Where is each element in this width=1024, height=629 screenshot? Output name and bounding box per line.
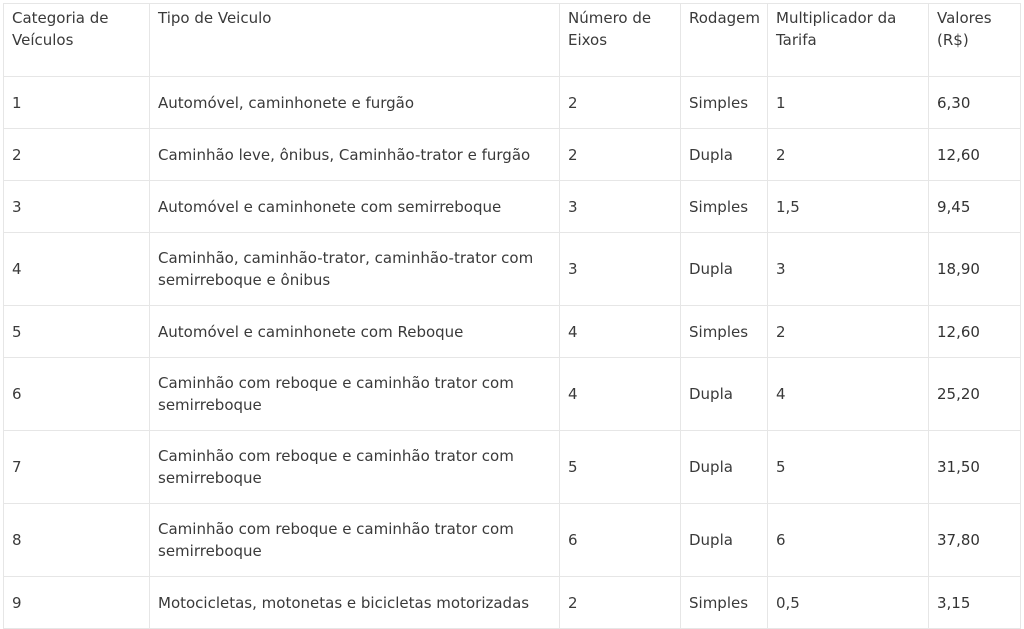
cell-rodagem: Simples	[681, 181, 768, 233]
cell-eixos: 4	[560, 306, 681, 358]
cell-tipo: Automóvel e caminhonete com semirreboque	[150, 181, 560, 233]
cell-rodagem: Dupla	[681, 233, 768, 306]
cell-eixos: 2	[560, 77, 681, 129]
cell-valor: 12,60	[929, 129, 1021, 181]
cell-categoria: 4	[4, 233, 150, 306]
cell-eixos: 2	[560, 577, 681, 629]
cell-multiplicador: 4	[768, 358, 929, 431]
header-valores: Valores (R$)	[929, 4, 1021, 77]
cell-categoria: 2	[4, 129, 150, 181]
table-row	[4, 358, 1021, 431]
header-multiplicador: Multiplicador da Tarifa	[768, 4, 929, 77]
header-tipo-veiculo: Tipo de Veiculo	[150, 4, 560, 77]
cell-valor: 9,45	[929, 181, 1021, 233]
cell-categoria: 3	[4, 181, 150, 233]
cell-eixos: 5	[560, 431, 681, 504]
cell-categoria: 8	[4, 504, 150, 577]
cell-valor: 25,20	[929, 358, 1021, 431]
header-categoria: Categoria de Veículos	[4, 4, 150, 77]
cell-multiplicador: 1	[768, 77, 929, 129]
cell-multiplicador: 2	[768, 129, 929, 181]
table-row	[4, 181, 1021, 233]
cell-tipo: Automóvel, caminhonete e furgão	[150, 77, 560, 129]
cell-categoria: 7	[4, 431, 150, 504]
cell-rodagem: Simples	[681, 306, 768, 358]
header-rodagem: Rodagem	[681, 4, 768, 77]
cell-valor: 6,30	[929, 77, 1021, 129]
cell-tipo: Caminhão com reboque e caminhão trator com semirreboque	[150, 431, 560, 504]
cell-valor: 18,90	[929, 233, 1021, 306]
cell-eixos: 3	[560, 181, 681, 233]
cell-rodagem: Simples	[681, 577, 768, 629]
table-row	[4, 504, 1021, 577]
cell-rodagem: Simples	[681, 77, 768, 129]
cell-multiplicador: 6	[768, 504, 929, 577]
table-row	[4, 306, 1021, 358]
table-header	[4, 4, 1021, 77]
cell-eixos: 6	[560, 504, 681, 577]
cell-eixos: 3	[560, 233, 681, 306]
cell-rodagem: Dupla	[681, 358, 768, 431]
table-row	[4, 129, 1021, 181]
cell-categoria: 6	[4, 358, 150, 431]
cell-eixos: 2	[560, 129, 681, 181]
cell-eixos: 4	[560, 358, 681, 431]
cell-valor: 3,15	[929, 577, 1021, 629]
cell-multiplicador: 5	[768, 431, 929, 504]
cell-multiplicador: 0,5	[768, 577, 929, 629]
cell-rodagem: Dupla	[681, 504, 768, 577]
cell-categoria: 5	[4, 306, 150, 358]
cell-multiplicador: 2	[768, 306, 929, 358]
toll-fare-table	[3, 3, 1021, 629]
table-body	[4, 77, 1021, 629]
table-row	[4, 431, 1021, 504]
header-numero-eixos: Número de Eixos	[560, 4, 681, 77]
cell-tipo: Motocicletas, motonetas e bicicletas motorizadas	[150, 577, 560, 629]
table-row	[4, 233, 1021, 306]
cell-tipo: Caminhão com reboque e caminhão trator com semirreboque	[150, 504, 560, 577]
cell-categoria: 9	[4, 577, 150, 629]
header-row	[4, 4, 1021, 77]
cell-tipo: Caminhão leve, ônibus, Caminhão-trator e furgão	[150, 129, 560, 181]
cell-multiplicador: 1,5	[768, 181, 929, 233]
cell-valor: 12,60	[929, 306, 1021, 358]
cell-tipo: Caminhão com reboque e caminhão trator com semirreboque	[150, 358, 560, 431]
cell-rodagem: Dupla	[681, 129, 768, 181]
table-row	[4, 77, 1021, 129]
cell-valor: 31,50	[929, 431, 1021, 504]
cell-tipo: Automóvel e caminhonete com Reboque	[150, 306, 560, 358]
cell-valor: 37,80	[929, 504, 1021, 577]
cell-tipo: Caminhão, caminhão-trator, caminhão-trator com semirreboque e ônibus	[150, 233, 560, 306]
cell-rodagem: Dupla	[681, 431, 768, 504]
table-row	[4, 577, 1021, 629]
cell-multiplicador: 3	[768, 233, 929, 306]
cell-categoria: 1	[4, 77, 150, 129]
